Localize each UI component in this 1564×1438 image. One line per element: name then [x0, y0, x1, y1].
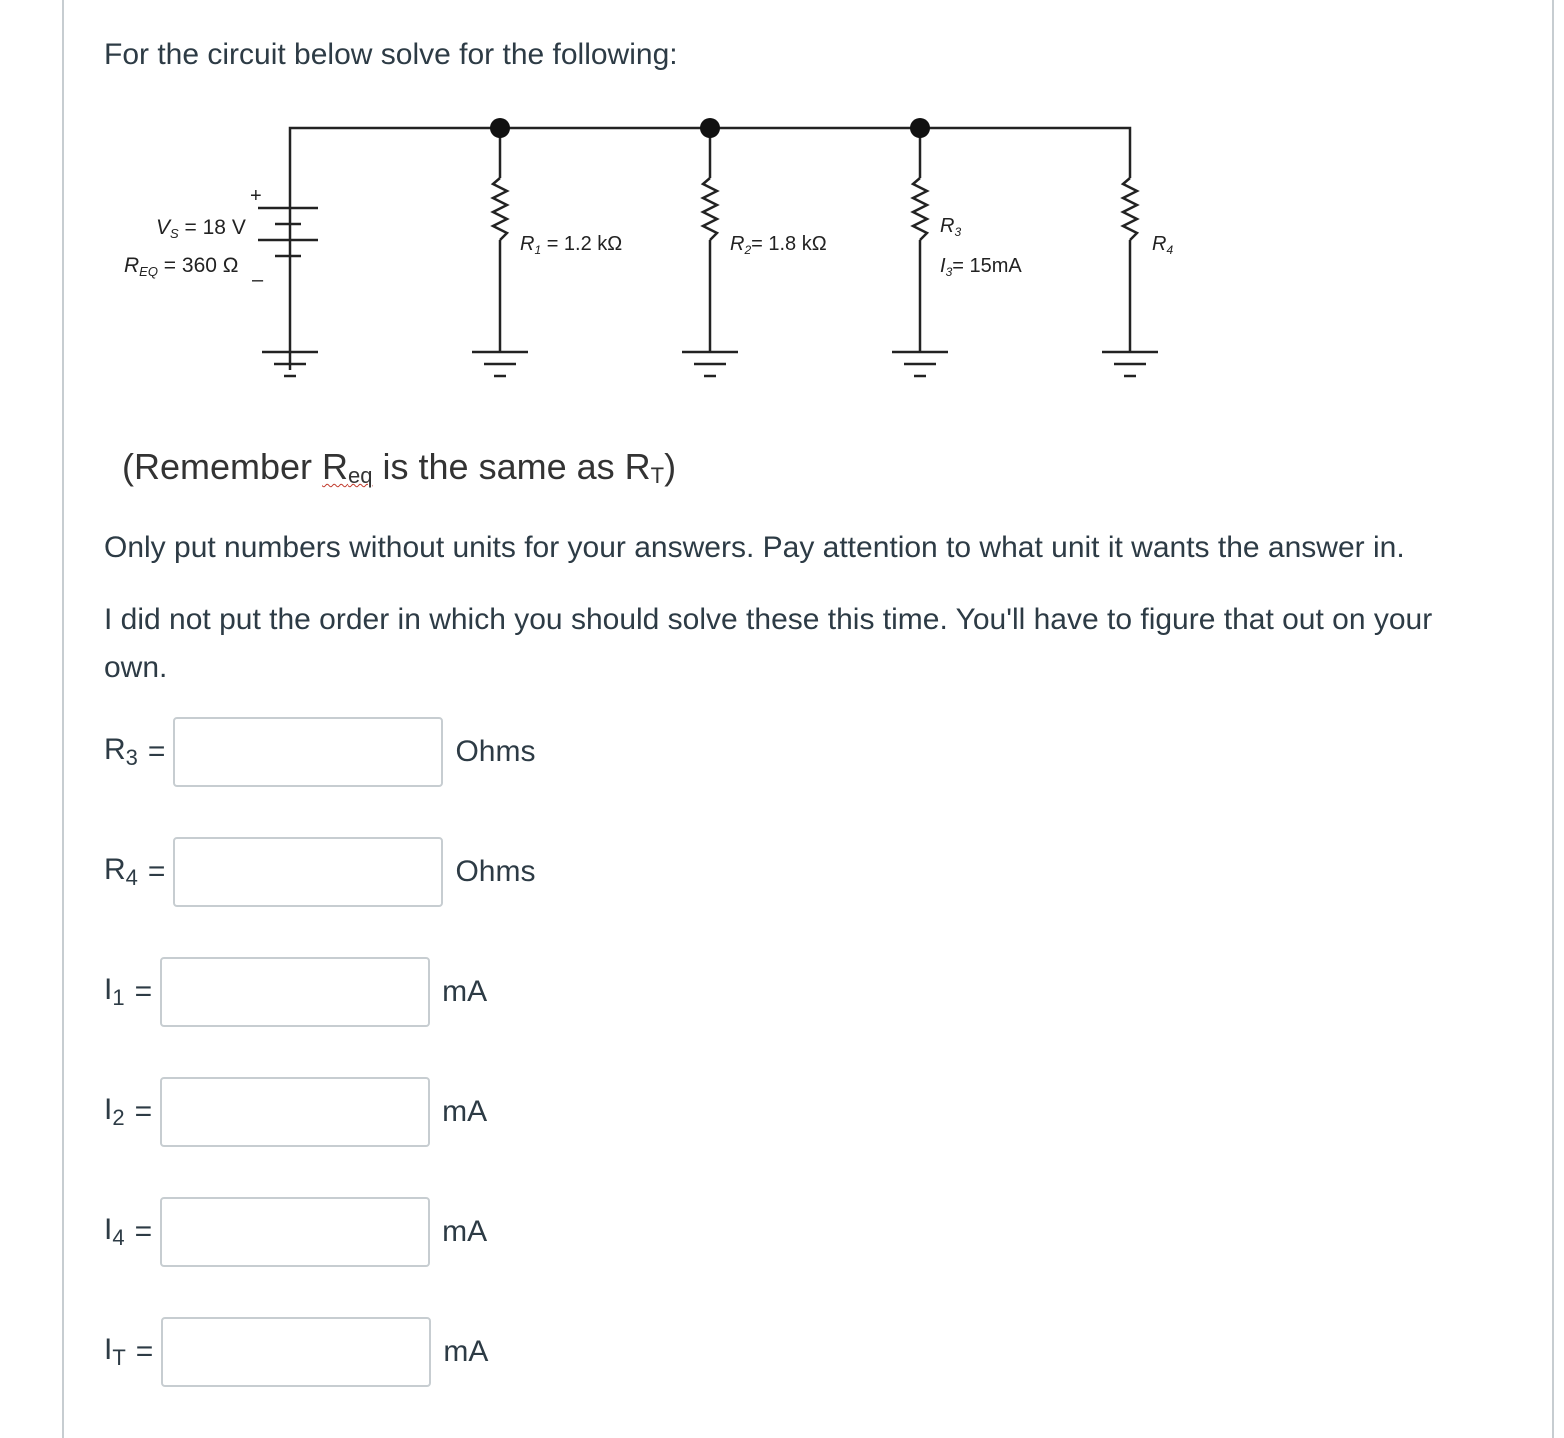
junction-node-1 — [490, 118, 510, 138]
answer-row-it — [104, 1314, 488, 1390]
answer-row-i2 — [104, 1074, 487, 1150]
battery-minus-sign: – — [252, 269, 264, 291]
junction-node-3 — [910, 118, 930, 138]
unit-label-r3: Ohms — [455, 735, 536, 768]
answer-input-it[interactable] — [161, 1317, 431, 1387]
unit-label-i1: mA — [442, 975, 488, 1008]
left-border-rule — [62, 0, 64, 1438]
equals-sign: = — [134, 1215, 153, 1248]
resistor-r4-zigzag — [1123, 178, 1137, 240]
answer-input-r3[interactable] — [173, 717, 443, 787]
answer-label-it: $I_T$ — [104, 1333, 126, 1370]
i3-label: $I_3= 15mA$ — [940, 255, 1022, 279]
answer-label-r4: $R_4$ — [104, 853, 138, 890]
answer-input-i1[interactable] — [160, 957, 430, 1027]
battery-plus-sign: + — [250, 185, 262, 207]
r3-label: $R_3$ — [940, 215, 962, 239]
resistor-r3-zigzag — [913, 178, 927, 240]
unit-label-r4: Ohms — [455, 855, 536, 888]
equals-sign: = — [147, 735, 166, 768]
rt-symbol: $R_T$ — [624, 446, 665, 488]
answer-input-r4[interactable] — [173, 837, 443, 907]
answer-row-i4 — [104, 1194, 487, 1270]
answer-label-i2: $I_2$ — [104, 1093, 125, 1130]
vs-label: VS = 18 V — [156, 216, 246, 241]
req-label: REQ = 360 Ω — [124, 254, 239, 279]
answer-row-r3 — [104, 714, 535, 790]
answer-input-i4[interactable] — [160, 1197, 430, 1267]
answer-row-i1 — [104, 954, 487, 1030]
question-intro: For the circuit below solve for the following: — [104, 38, 678, 71]
r4-label: $R_4$ — [1152, 233, 1174, 257]
equals-sign: = — [135, 1335, 154, 1368]
unit-label-i4: mA — [442, 1215, 488, 1248]
answer-label-i4: $I_4$ — [104, 1213, 125, 1250]
right-border-rule — [1552, 0, 1554, 1438]
circuit-diagram — [100, 100, 1200, 410]
answer-label-i1: $I_1$ — [104, 973, 125, 1010]
equals-sign: = — [147, 855, 166, 888]
answer-row-r4 — [104, 834, 535, 910]
unit-label-i2: mA — [442, 1095, 488, 1128]
instruction-units: Only put numbers without units for your answers. Pay attention to what unit it wants the answer in. — [104, 531, 1405, 564]
equals-sign: = — [134, 975, 153, 1008]
unit-label-it: mA — [443, 1335, 489, 1368]
instruction-order: I did not put the order in which you should solve these this time. You'll have to figure that out on your own. — [104, 603, 1433, 684]
r2-label: $R_2= 1.8$ kΩ — [730, 233, 827, 257]
resistor-r2-zigzag — [703, 178, 717, 240]
junction-node-2 — [700, 118, 720, 138]
resistor-r1-zigzag — [493, 178, 507, 240]
answer-input-i2[interactable] — [160, 1077, 430, 1147]
req-symbol: $R_{eq}$ — [322, 446, 373, 488]
r1-label: $R_1 = 1.2$ kΩ — [520, 233, 623, 257]
answer-label-r3: $R_3$ — [104, 733, 138, 770]
equals-sign: = — [134, 1095, 153, 1128]
remember-note: (Remember $R_{eq}$ is the same as $R_T$) — [122, 446, 677, 488]
